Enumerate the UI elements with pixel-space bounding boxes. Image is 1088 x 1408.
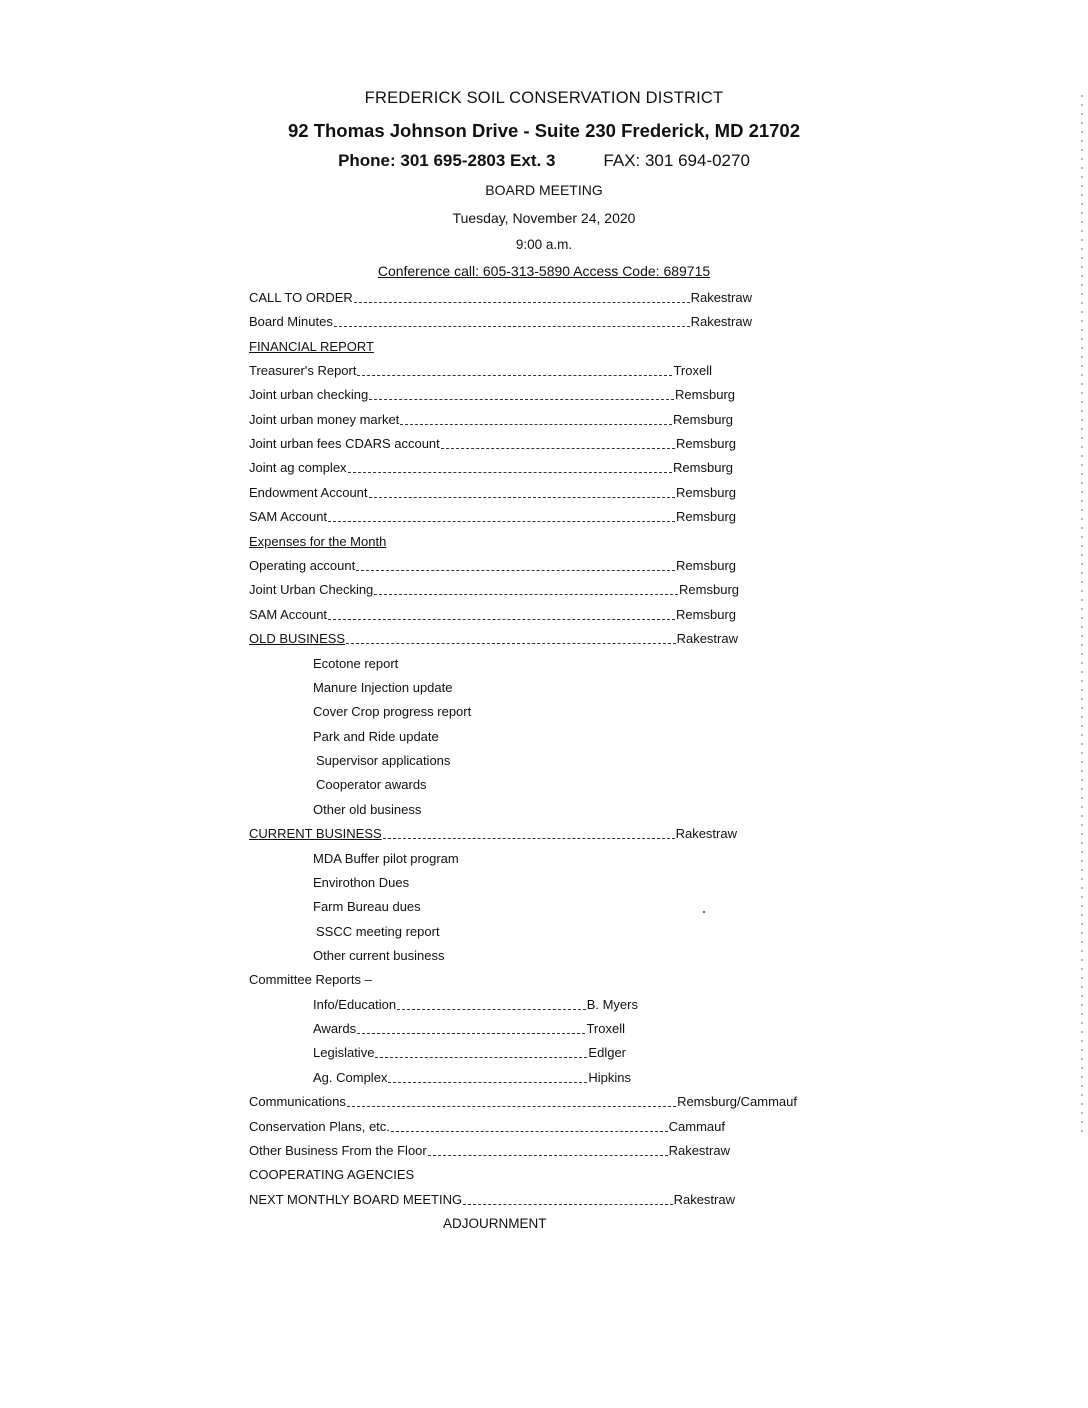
current-business-item: Envirothon Dues [313,875,410,890]
leader-dots [334,325,690,327]
cooperating-agencies: COOPERATING AGENCIES [249,1167,415,1182]
expenses-heading: Expenses for the Month [249,534,387,549]
leader-dots [388,1081,587,1083]
leader-dots [354,301,690,303]
leader-dots [375,1056,587,1058]
conference-call-line [0,263,1088,279]
old-business-item: Other old business [313,802,422,817]
old-business-item: Supervisor applications [316,753,451,768]
agenda-item: SAM Account Remsburg [249,509,736,524]
agenda-item-other-business: Other Business From the Floor Rakestraw [249,1143,730,1158]
committee-report-item: Ag. Complex Hipkins [313,1070,631,1085]
agenda-item: Endowment Account Remsburg [249,485,736,500]
committee-reports-heading: Committee Reports – [249,972,372,987]
leader-dots [383,837,675,839]
contact-line [0,151,1088,171]
adjournment: ADJOURNMENT [443,1216,547,1231]
committee-report-item: Info/Education B. Myers [313,997,638,1012]
current-business-item: Other current business [313,948,445,963]
leader-dots [369,398,674,400]
agenda-item-conservation-plans: Conservation Plans, etc. Cammauf [249,1119,725,1134]
conference-call: Conference call: 605-313-5890 Access Code: 689715 [377,263,711,279]
meeting-date: Tuesday, November 24, 2020 [452,210,636,226]
leader-dots [397,1008,586,1010]
old-business-heading: OLD BUSINESS Rakestraw [249,631,738,646]
agenda-item: Joint urban money market Remsburg [249,412,733,427]
leader-dots [328,618,675,620]
old-business-item: Park and Ride update [313,729,439,744]
old-business-item: Cover Crop progress report [313,704,472,719]
agenda-item-board-minutes: Board Minutes Rakestraw [249,314,752,329]
agenda-item: SAM Account Remsburg [249,607,736,622]
leader-dots [356,569,675,571]
leader-dots [369,496,676,498]
agenda-item-call-to-order: CALL TO ORDER Rakestraw [249,290,752,305]
current-business-heading: CURRENT BUSINESS Rakestraw [249,826,737,841]
leader-dots [328,520,675,522]
agenda-item: Joint Urban Checking Remsburg [249,582,739,597]
agenda-item: Joint ag complex Remsburg [249,460,733,475]
scan-edge-artifact [1081,95,1083,1135]
leader-dots [346,642,675,644]
leader-dots [347,1105,676,1107]
leader-dots [463,1203,672,1205]
old-business-item: Ecotone report [313,656,399,671]
financial-report-heading: FINANCIAL REPORT [249,339,374,354]
leader-dots [348,471,672,473]
leader-dots [400,423,672,425]
committee-report-item: Awards Troxell [313,1021,625,1036]
leader-dots [428,1154,668,1156]
old-business-item: Cooperator awards [316,777,427,792]
leader-dots [391,1130,668,1132]
fax: FAX: 301 694-0270 [603,151,750,170]
agenda-item: Joint urban checking Remsburg [249,387,735,402]
meeting-time: 9:00 a.m. [515,237,573,252]
leader-dots [374,593,678,595]
old-business-item: Manure Injection update [313,680,453,695]
leader-dots [441,447,675,449]
agenda-item-communications: Communications Remsburg/Cammauf [249,1094,797,1109]
current-business-item: SSCC meeting report [316,924,440,939]
scan-speck [703,911,705,913]
leader-dots [357,1032,585,1034]
agenda-item-next-meeting: NEXT MONTHLY BOARD MEETING Rakestraw [249,1192,735,1207]
phone: Phone: 301 695-2803 Ext. 3 [338,151,556,170]
current-business-item: MDA Buffer pilot program [313,851,459,866]
agenda-item: Operating account Remsburg [249,558,736,573]
org-name: FREDERICK SOIL CONSERVATION DISTRICT [364,89,724,107]
committee-report-item: Legislative Edlger [313,1045,626,1060]
meeting-type: BOARD MEETING [485,182,603,198]
agenda-item: Treasurer's Report Troxell [249,363,712,378]
address: 92 Thomas Johnson Drive - Suite 230 Frederick, MD 21702 [287,120,801,141]
agenda-item: Joint urban fees CDARS account Remsburg [249,436,736,451]
current-business-item: Farm Bureau dues [313,899,421,914]
leader-dots [357,374,672,376]
